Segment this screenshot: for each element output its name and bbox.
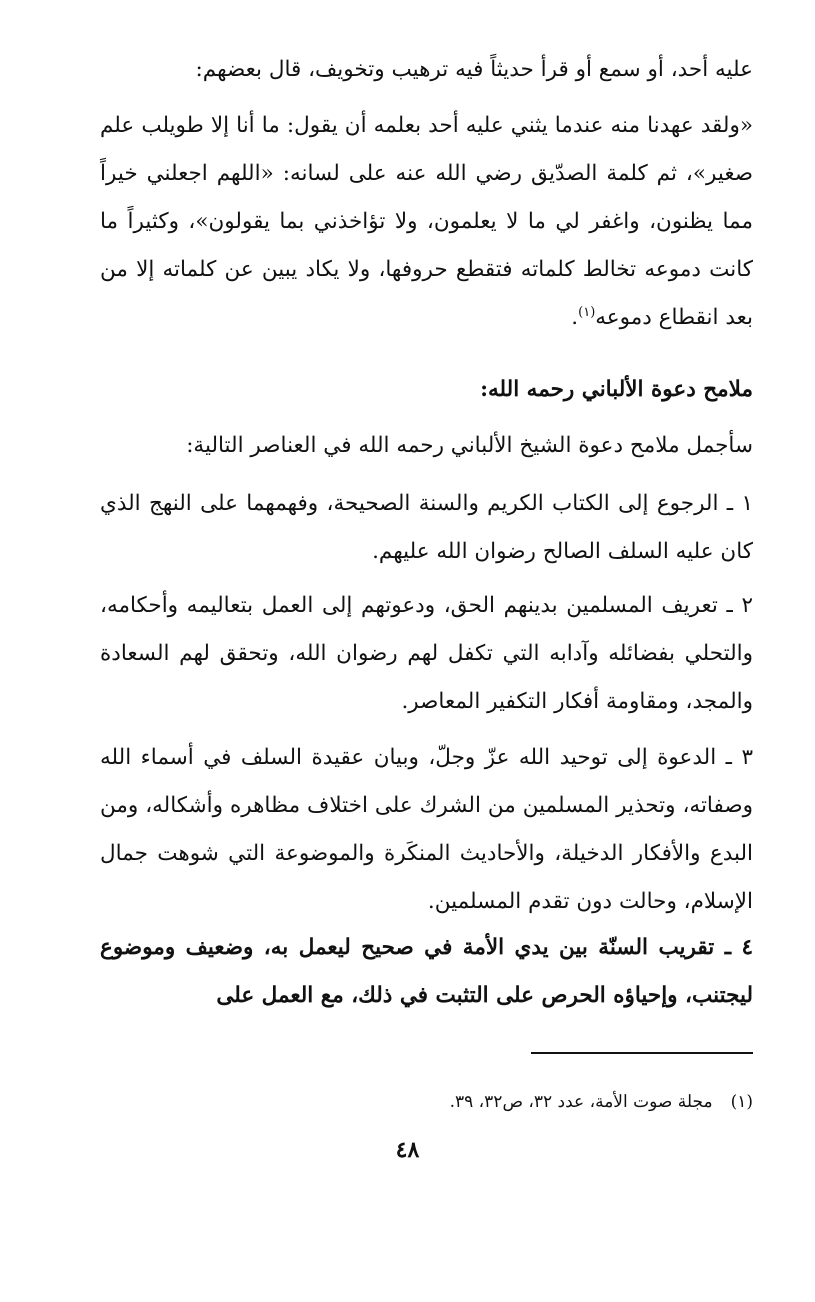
quote-end: . [571,305,579,330]
quote-text: «ولقد عهدنا منه عندما يثني عليه أحد بعلمه أن يقول: ما أنا إلا طويلب علم صغير»، ثم كلمة الصدّيق رضي الله عنه على لسانه: «اللهم اجعلني خيراً مما يظنون، واغفر لي ما لا يعلمون، ولا تؤاخذني بما يقولون»، وكثيراً ما كانت دموعه تخالط كلماته فتقطع حروفها، ولا يكاد يبين عن كلماته إلا من بعد انقطاع دموعه [100,113,753,330]
footnote-divider [531,1052,753,1054]
list-item-4: ٤ ـ تقريب السنّة بين يدي الأمة في صحيح ليعمل به، وضعيف وموضوع ليجتنب، وإحياؤه الحرص على التثبت في ذلك، مع العمل على [100,935,753,1008]
section-heading: ملامح دعوة الألباني رحمه الله: [480,377,753,402]
page-number: ٤٨ [395,1137,420,1163]
list-item-3: ٣ ـ الدعوة إلى توحيد الله عزّ وجلّ، وبيان عقيدة السلف في أسماء الله وصفاته، وتحذير المسلمين من الشرك على اختلاف مظاهره وأشكاله، ومن البدع والأفكار الدخيلة، والأحاديث المنكَرة والموضوعة التي شوهت جمال الإسلام، وحالت دون تقدم المسلمين. [100,745,753,914]
list-item-2: ٢ ـ تعريف المسلمين بدينهم الحق، ودعوتهم إلى العمل بتعاليمه وأحكامه، والتحلي بفضائله وآدابه التي تكفل لهم رضوان الله، وتحقق لهم السعادة والمجد، ومقاومة أفكار التكفير المعاصر. [100,593,753,714]
footnote [100,1087,753,1117]
footnote-marker: (١) [730,1092,753,1112]
footnote-reference[interactable]: (١) [578,304,596,320]
quote-paragraph [100,102,753,342]
section-intro: سأجمل ملامح دعوة الشيخ الألباني رحمه الله في العناصر التالية: [186,433,753,458]
list-item-1: ١ ـ الرجوع إلى الكتاب الكريم والسنة الصحيحة، وفهمهما على النهج الذي كان عليه السلف الصالح رضوان الله عليهم. [100,491,753,564]
footnote-text: مجلة صوت الأمة، عدد ٣٢، ص٣٢، ٣٩. [449,1092,713,1112]
intro-line: عليه أحد، أو سمع أو قرأ حديثاً فيه ترهيب وتخويف، قال بعضهم: [195,57,753,82]
